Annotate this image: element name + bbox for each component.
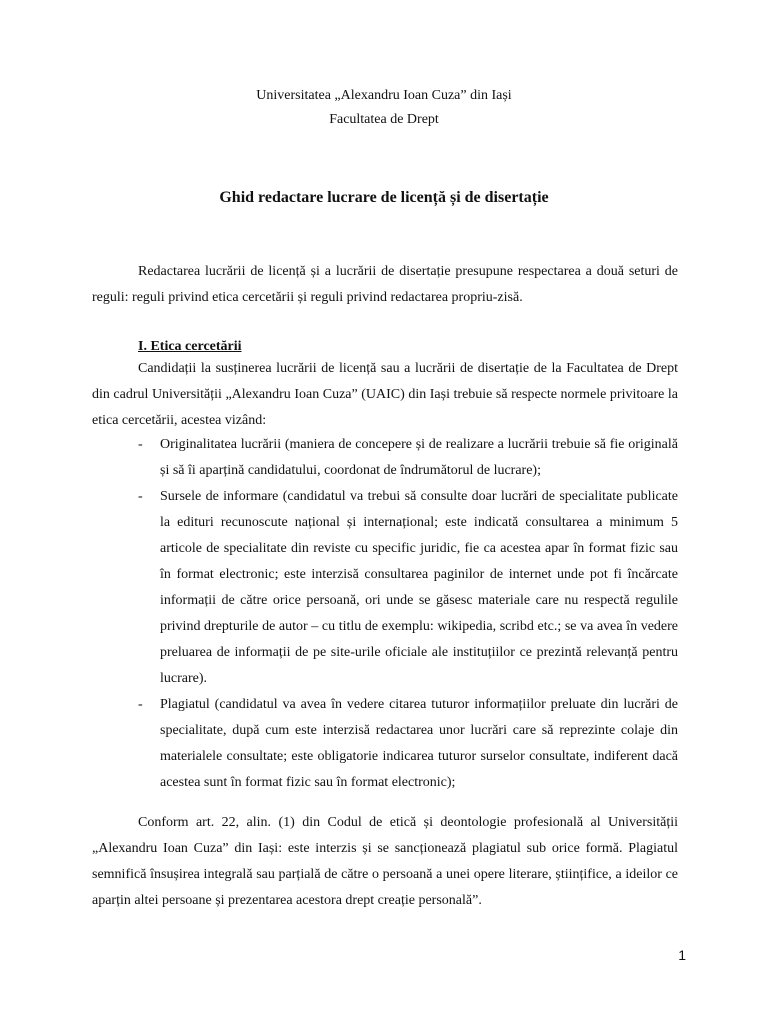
university-name: Universitatea „Alexandru Ioan Cuza” din Iași — [256, 88, 512, 103]
list-item-text: Originalitatea lucrării (maniera de concepere și de realizare a lucrării trebuie să fie originală și să îi aparțină candidatului, coordonat de îndrumătorul de lucrare); — [160, 437, 678, 478]
list-dash: - — [138, 437, 143, 452]
list-item-text: Sursele de informare (candidatul va trebui să consulte doar lucrări de specialitate publicate la edituri recunoscute național și internațional; este indicată consultarea a minimum 5 articole de specialitate din reviste cu specific juridic, fie ca acestea apar în format fizic sau în format electronic; este interzisă consultarea paginilor de internet unde pot fi încărcate informații de către orice persoană, ori unde se găsesc materiale care nu respectă regulile privind drepturile de autor – cu titlu de exemplu: wikipedia, scribd etc.; se va avea în vedere preluarea de informații de pe site-urile oficiale ale instituțiilor ce prezintă relevanță pentru lucrare). — [160, 489, 678, 686]
intro-paragraph: Redactarea lucrării de licență și a lucrării de disertație presupune respectarea a două seturi de reguli: reguli privind etica cercetării și reguli privind redactarea propriu-zisă. — [92, 264, 678, 305]
document-title: Ghid redactare lucrare de licență și de disertație — [219, 189, 549, 206]
list-item-sources — [92, 484, 678, 692]
list-dash: - — [138, 697, 143, 712]
page-number: 1 — [678, 947, 686, 963]
list-item-originality — [92, 432, 678, 484]
ethics-list — [92, 432, 678, 796]
list-item-plagiarism — [92, 692, 678, 796]
faculty-name: Facultatea de Drept — [329, 112, 439, 127]
ethics-paragraph: Candidații la susținerea lucrării de licență sau a lucrării de disertație de la Facultatea de Drept din cadrul Universității „Alexandru Ioan Cuza” (UAIC) din Iași trebuie să respecte normele privitoare la etica cercetării, acestea vizând: — [92, 361, 678, 428]
closing-paragraph: Conform art. 22, alin. (1) din Codul de etică și deontologie profesională al Universității „Alexandru Ioan Cuza” din Iași: este interzis și se sancționează plagiatul sub orice formă. Plagiatul semnifică însușirea integrală sau parțială de către o persoană a unei opere literare, științifice, a ideilor ce aparțin altei persoane și prezentarea acestora drept creație personală”. — [92, 815, 678, 908]
list-dash: - — [138, 489, 143, 504]
list-item-text: Plagiatul (candidatul va avea în vedere citarea tuturor informațiilor preluate din lucrări de specialitate, după cum este interzisă redactarea unor lucrări care să reprezinte colaje din materialele consultate; este obligatorie indicarea tuturor surselor consultate, indiferent dacă acestea sunt în format fizic sau în format electronic); — [160, 697, 678, 790]
section-heading-ethics: I. Etica cercetării — [138, 339, 242, 354]
